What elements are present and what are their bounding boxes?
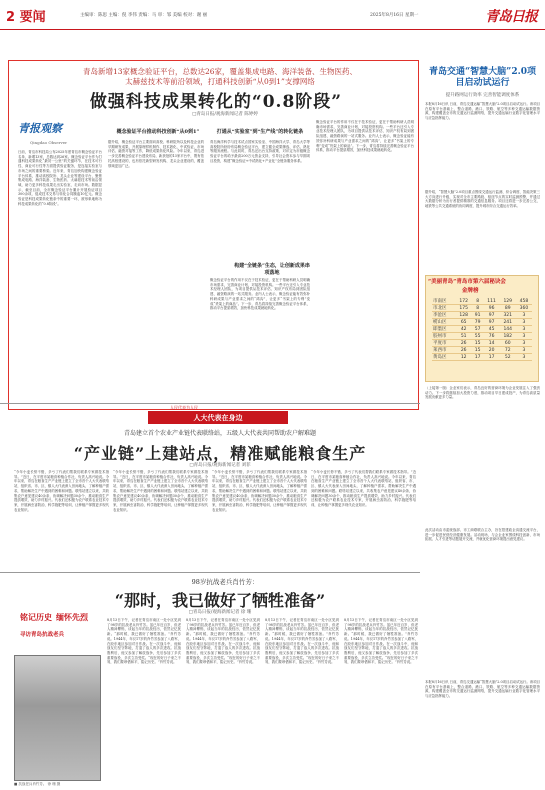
medal-cell: 15 <box>472 340 484 347</box>
medal-cell: 3 <box>516 312 532 319</box>
second-headline[interactable]: “产业链”上建站点，精准赋能粮食生产 <box>73 444 367 463</box>
medal-row <box>432 347 532 354</box>
medal-cell: 3 <box>516 326 532 333</box>
medal-cell: 360 <box>516 305 532 312</box>
medal-cell: 15 <box>472 347 484 354</box>
medal-cell: 黄岛区 <box>432 354 456 361</box>
sidebar-body-4: 此次活动由市委统战部、市工商联联合主办，旨在搭建政企沟通交流平台，进一步促进民营经济健康发展。活动现场，与会企业家围绕科技创新、市场拓展、人才引进等话题展开交流，并就优化营商环境提出意见建议。 <box>425 528 540 542</box>
medal-cell: 60 <box>500 340 516 347</box>
medal-cell: 26 <box>456 340 472 347</box>
medal-cell: 97 <box>484 312 500 319</box>
sidebar-body-5: 本报8月16日讯 日前，青岛交通运输“智慧大脑”2.0项目启动试运行。该项目在原有平台基础上，整合道路、港口、铁路、航空等多种交通运输数据资源，构建覆盖全市的交通运行监测网络，提升交通运输行业数字化管理水平与应急指挥能力。 <box>425 680 540 699</box>
observer-logo-sub: Qingdao Observer <box>30 140 68 145</box>
medal-cell: 129 <box>500 298 516 305</box>
medal-cell: 3 <box>516 340 532 347</box>
lead-column-1: 日前，青岛市科技局公布2025年度青岛市概念验证平台名单，新增13家，总数达到26家。概念验证平台作为打通科技成果转化“最初一公里”的关键环节，在技术可行性、商业可行性等方面提供验证服务，是连接实验室与市场之间的重要桥梁。近年来，青岛加快构建概念验证平台体系，推动高校院所、龙头企业等建设平台，聚焦集成电路、海洋装备、生物医药、太赫兹技术等前沿领域，助力更多科技成果走出实验室、走向市场。数据显示，截至目前，全市概念验证平台累计开展验证项目300余项，促成技术交易与转化合同额逾10亿元。概念验证是科技成果转化链条中的重要一环，被形象地称为科技成果转化的“0.8阶段”。 <box>18 150 102 206</box>
medal-table-subtitle: 金牌榜 <box>462 288 479 294</box>
second-kicker: 青岛建立首个农业产业链代表联络站，五级人大代表共同帮助农户解难题 <box>123 430 316 437</box>
series-subtitle: 寻访青岛抗战老兵 <box>20 632 65 638</box>
medal-row <box>432 354 532 361</box>
lead-subhead-2: 打通从“实验室”到“生产线”的转化链条 <box>216 129 304 135</box>
section-divider-1 <box>0 403 420 404</box>
issue-date: 2025年8月16日 星期一 <box>370 13 419 18</box>
medal-cell: 128 <box>456 312 472 319</box>
medal-row <box>432 298 532 305</box>
medal-row <box>432 312 532 319</box>
third-byline: □青岛日报/观海新闻记者 徐 珊 <box>188 610 252 615</box>
medal-cell: 42 <box>456 326 472 333</box>
editor-meta: 主编审：陈思 主编：倪 李伟 责编：马 审：邹 美编 校对：谢 丽 <box>80 13 208 18</box>
sidebar-subhead: 提升路网运行效率 完善智能调度体系 <box>445 93 520 98</box>
medal-cell: 55 <box>472 333 484 340</box>
third-col-2: 8月13日下午，记者在青岛市南区一处小区见到了98岁的抗战老兵肖竹芳。虽已年近百岁，但老人精神矍铄，谈起当年的抗战经历，依然记忆犹新。“那时候，我已做好了牺牲准备。”肖竹芳说。1944年，年仅17岁的肖竹芳参加了八路军，在胶东地区参加对日作战。在一次战斗中，他和战友们坚守阵地，打退了敌人的多次进攻。抗战胜利后，他又参加了解放战争，先后参加了多次重要战役，多次立功受奖。“现在的好日子来之不易，我们要珍惜和平，铭记历史。”肖竹芳说。 <box>186 618 260 665</box>
medal-cell: 17 <box>472 354 484 361</box>
medal-cell: 51 <box>456 333 472 340</box>
medal-cell: 即墨区 <box>432 326 456 333</box>
medal-table-title: “美丽青岛”青岛市第六届秘诀会 <box>428 279 506 285</box>
second-col-4: “今年小麦长势不错，多亏了代表们帮我们联系专家做技术指导。”近日，在平度市某粮食种植合作社，负责人高兴地说。今年以来，青岛在粮食生产产业链上建立了全市首个人大代表联络站，组织省、市、区、镇人大代表深入田间地头，了解种植户需求，帮助解决生产中遇到的困难和问题。联络站建立以来，共收集农户意见建议40余条，协调解决问题30余个，推动粮食生产提质增效，助力乡村振兴。代表们还积极为农户联系农业技术专家，开展病虫害防治、科学施肥等培训，让种植户掌握更多现代农业知识。 <box>311 470 416 507</box>
medal-cell: 458 <box>516 298 532 305</box>
banner-top: 人民代表为人民 <box>170 405 198 410</box>
medal-cell: 莱西市 <box>432 347 456 354</box>
medal-row <box>432 319 532 326</box>
medal-cell: 市南区 <box>432 298 456 305</box>
medal-cell: 8 <box>472 305 484 312</box>
veteran-photo <box>14 655 101 781</box>
medal-cell: 91 <box>472 312 484 319</box>
medal-cell: 241 <box>500 319 516 326</box>
medal-cell: 65 <box>456 319 472 326</box>
medal-cell: 3 <box>516 333 532 340</box>
medal-cell: 李沧区 <box>432 312 456 319</box>
second-col-3: “今年小麦长势不错，多亏了代表们帮我们联系专家做技术指导。”近日，在平度市某粮食种植合作社，负责人高兴地说。今年以来，青岛在粮食生产产业链上建立了全市首个人大代表联络站，组织省、市、区、镇人大代表深入田间地头，了解种植户需求，帮助解决生产中遇到的困难和问题。联络站建立以来，共收集农户意见建议40余条，协调解决问题30余个，推动粮食生产提质增效，助力乡村振兴。代表们还积极为农户联系农业技术专家，开展病虫害防治、科学施肥等培训，让种植户掌握更多现代农业知识。 <box>212 470 307 512</box>
medal-row <box>432 340 532 347</box>
medal-cell: 12 <box>456 354 472 361</box>
medal-cell: 市北区 <box>432 305 456 312</box>
second-col-1: “今年小麦长势不错，多亏了代表们帮我们联系专家做技术指导。”近日，在平度市某粮食种植合作社，负责人高兴地说。今年以来，青岛在粮食生产产业链上建立了全市首个人大代表联络站，组织省、市、区、镇人大代表深入田间地头，了解种植户需求，帮助解决生产中遇到的困难和问题。联络站建立以来，共收集农户意见建议40余条，协调解决问题30余个，推动粮食生产提质增效，助力乡村振兴。代表们还积极为农户联系农业技术专家，开展病虫害防治、科学施肥等培训，让种植户掌握更多现代农业知识。 <box>14 470 109 512</box>
page-number: 2 要闻 <box>6 10 46 25</box>
sidebar-headline[interactable]: 青岛交通“智慧大脑”2.0项目启动试运行 <box>428 67 536 88</box>
series-title-2: 缅怀先烈 <box>56 612 88 622</box>
lead-column-3b: 概念验证平台的作用不仅在于技术验证，更在于帮助科研人员明确市场需求，完善商业计划，对接投资机构。一些平台还引入专业技术经理人团队，为项目提供从技术评估、知识产权布局到团队组建、融资路演的一站式服务。业内人士表示，概念验证能有效弥补科研成果与产业需求之间的“鸿沟”，让更多“书架上的专利”变成“货架上的商品”。下一步，青岛将持续完善概念验证平台体系，推动平台提质增效，加快科技成果就地转化。 <box>210 278 310 311</box>
third-col-1: 8月13日下午，记者在青岛市南区一处小区见到了98岁的抗战老兵肖竹芳。虽已年近百岁，但老人精神矍铄，谈起当年的抗战经历，依然记忆犹新。“那时候，我已做好了牺牲准备。”肖竹芳说。1944年，年仅17岁的肖竹芳参加了八路军，在胶东地区参加对日作战。在一次战斗中，他和战友们坚守阵地，打退了敌人的多次进攻。抗战胜利后，他又参加了解放战争，先后参加了多次重要战役，多次立功受奖。“现在的好日子来之不易，我们要珍惜和平，铭记历史。”肖竹芳说。 <box>107 618 181 665</box>
medal-cell: 79 <box>472 319 484 326</box>
medal-cell: 20 <box>484 347 500 354</box>
medal-cell: 14 <box>484 340 500 347</box>
medal-cell: 平度市 <box>432 340 456 347</box>
lead-byline: □青岛日报/观海新闻记者 陈婷婷 <box>192 112 258 117</box>
lead-column-3: 青岛海洋科学与技术试点国家实验室、中国海洋大学、青岛大学等高校院所纷纷布局概念验证平台，建立健全成果筛选、评估、熟化等服务流程。与此同时，青岛还出台支持政策，对评定为市级概念验证平台的给予最高200万元资金支持，引导社会资本参与早期项目投资，构建“概念验证+中试熟化+产业化”全链条服务体系。 <box>210 140 310 163</box>
third-headline[interactable]: “那时，我已做好了牺牲准备” <box>114 591 326 610</box>
medal-cell: 崂山区 <box>432 319 456 326</box>
medal-cell: 111 <box>484 298 500 305</box>
lead-subhead-3: 构建“全链条”生态，让创新成果串项落地 <box>234 263 310 276</box>
medal-cell: 97 <box>484 319 500 326</box>
medal-row <box>432 305 532 312</box>
medal-cell: 26 <box>456 347 472 354</box>
newspaper-logo: 青岛日报 <box>485 9 537 25</box>
third-col-3: 8月13日下午，记者在青岛市南区一处小区见到了98岁的抗战老兵肖竹芳。虽已年近百岁，但老人精神矍铄，谈起当年的抗战经历，依然记忆犹新。“那时候，我已做好了牺牲准备。”肖竹芳说。1944年，年仅17岁的肖竹芳参加了八路军，在胶东地区参加对日作战。在一次战斗中，他和战友们坚守阵地，打退了敌人的多次进攻。抗战胜利后，他又参加了解放战争，先后参加了多次重要战役，多次立功受奖。“现在的好日子来之不易，我们要珍惜和平，铭记历史。”肖竹芳说。 <box>265 618 339 665</box>
medal-cell: 57 <box>472 326 484 333</box>
medal-cell: 胶州市 <box>432 333 456 340</box>
medal-cell: 45 <box>484 326 500 333</box>
medal-cell: 172 <box>456 298 472 305</box>
section-banner: 人大代表在身边 <box>148 411 288 424</box>
medal-cell: 3 <box>516 354 532 361</box>
medal-cell: 89 <box>500 305 516 312</box>
lead-kicker: 青岛新增13家概念验证平台，总数达26家，覆盖集成电路、海洋装备、生物医药、太赫兹技术等前沿领域，打通科技创新“从0到1”支撑网络 <box>82 67 358 86</box>
series-title-1: 铭记历史 <box>20 612 52 622</box>
lead-column-2: 据介绍，概念验证平台主要面向高校、科研院所以及科技企业的早期研发成果，开展原理样机制作、技术熟化、中试验证、市场评估、融资对接等工作，降低成果转化风险。今年以来，青岛进一步完善概念验证平台建设布局，新获批的13家平台中，既有依托高校建设的，也有依托新型研发机构、龙头企业建设的，覆盖领域更加广泛。 <box>108 140 204 168</box>
medal-cell: 8 <box>472 298 484 305</box>
photo-caption: ■ 抗战老兵肖竹芳。 徐 珊 摄 <box>14 782 61 786</box>
observer-logo: 青报观察 <box>18 122 62 135</box>
third-col-4: 8月13日下午，记者在青岛市南区一处小区见到了98岁的抗战老兵肖竹芳。虽已年近百岁，但老人精神矍铄，谈起当年的抗战经历，依然记忆犹新。“那时候，我已做好了牺牲准备。”肖竹芳说。1944年，年仅17岁的肖竹芳参加了八路军，在胶东地区参加对日作战。在一次战斗中，他和战友们坚守阵地，打退了敌人的多次进攻。抗战胜利后，他又参加了解放战争，先后参加了多次重要战役，多次立功受奖。“现在的好日子来之不易，我们要珍惜和平，铭记历史。”肖竹芳说。 <box>344 618 418 665</box>
medal-cell: 52 <box>500 354 516 361</box>
medal-cell: 3 <box>516 319 532 326</box>
lead-column-4: 概念验证平台的作用不仅在于技术验证，更在于帮助科研人员明确市场需求，完善商业计划，对接投资机构。一些平台还引入专业技术经理人团队，为项目提供从技术评估、知识产权布局到团队组建、融资路演的一站式服务。业内人士表示，概念验证能有效弥补科研成果与产业需求之间的“鸿沟”，让更多“书架上的专利”变成“货架上的商品”。下一步，青岛将持续完善概念验证平台体系，推动平台提质增效，加快科技成果就地转化。 <box>316 120 414 153</box>
sidebar-body-1: 本报8月16日讯 日前，青岛交通运输“智慧大脑”2.0项目启动试运行。该项目在原有平台基础上，整合道路、港口、铁路、航空等多种交通运输数据资源，构建覆盖全市的交通运行监测网络，提升交通运输行业数字化管理水平与应急指挥能力。 <box>425 102 540 121</box>
medal-cell: 76 <box>484 333 500 340</box>
medal-cell: 321 <box>500 312 516 319</box>
sidebar-body-2: 据介绍，“智慧大脑”2.0项目重点围绕交通运行监测、综合调度、智能决策三大方向进行升级，实现对全市主要路段、枢纽节点的实时监测预警，并通过大数据分析为出行者提供精准的交通信息服务。项目还将进一步完善公交、地铁等公共交通系统的协同调度，提升城市综合交通运行效率。 <box>425 190 540 209</box>
lead-headline[interactable]: 做强科技成果转化的“0.8阶段” <box>89 92 343 112</box>
medal-row <box>432 326 532 333</box>
medal-cell: 182 <box>500 333 516 340</box>
second-col-2: “今年小麦长势不错，多亏了代表们帮我们联系专家做技术指导。”近日，在平度市某粮食种植合作社，负责人高兴地说。今年以来，青岛在粮食生产产业链上建立了全市首个人大代表联络站，组织省、市、区、镇人大代表深入田间地头，了解种植户需求，帮助解决生产中遇到的困难和问题。联络站建立以来，共收集农户意见建议40余条，协调解决问题30余个，推动粮食生产提质增效，助力乡村振兴。代表们还积极为农户联系农业技术专家，开展病虫害防治、科学施肥等培训，让种植户掌握更多现代农业知识。 <box>113 470 208 512</box>
medal-cell: 175 <box>456 305 472 312</box>
lead-subhead-1: 概念验证平台推动科技创新“从0到1” <box>116 129 200 135</box>
medal-cell: 3 <box>516 347 532 354</box>
third-kicker: 98岁抗战老兵肖竹芳： <box>191 578 259 586</box>
second-byline: □青岛日报/观海新闻记者 刘菲 <box>189 463 251 468</box>
medal-cell: 144 <box>500 326 516 333</box>
sidebar-body-3: （上接第一版）企业家们表示，青岛良好的营商环境为企业发展注入了强劲动力。下一步将继续加大投资力度，推动项目早日建成投产，为青岛高质量发展贡献更多力量。 <box>425 386 540 400</box>
medal-cell: 96 <box>484 305 500 312</box>
medal-row <box>432 333 532 340</box>
medal-cell: 72 <box>500 347 516 354</box>
section-divider-2 <box>0 572 420 573</box>
medal-cell: 17 <box>484 354 500 361</box>
medal-table <box>432 298 532 361</box>
